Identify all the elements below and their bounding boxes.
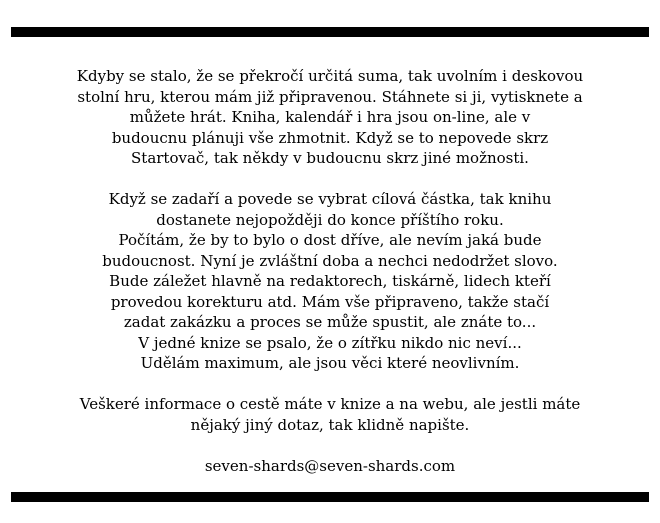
text-line: Kdyby se stalo, že se překročí určitá suma, tak uvolním i deskovou [76, 67, 584, 85]
paragraph-board-game [30, 66, 630, 169]
text-line: zadat zakázku a proces se může spustit, ale znáte to... [123, 313, 537, 331]
bottom-border-rule [11, 492, 649, 502]
text-line: Počítám, že by to bylo o dost dříve, ale nevím jaká bude [118, 231, 542, 249]
text-line: dostanete nejopožději do konce příštího roku. [156, 210, 504, 229]
text-line: nějaký jiný dotaz, tak klidně napište. [190, 415, 470, 434]
top-border-rule [11, 27, 649, 37]
text-line: provedou korekturu atd. Mám vše připraveno, takže stačí [110, 292, 550, 311]
text-line: můžete hrát. Kniha, kalendář i hra jsou on-line, ale v [129, 108, 531, 126]
text-line: Veškeré informace o cestě máte v knize a na webu, ale jestli máte [79, 395, 581, 413]
text-line: budoucnost. Nyní je zvláštní doba a nechci nedodržet slovo. [102, 251, 558, 270]
text-line: Bude záležet hlavně na redaktorech, tiskárně, lidech kteří [109, 272, 551, 290]
text-line: Když se zadaří a povede se vybrat cílová částka, tak knihu [108, 190, 552, 208]
text-line: Startovač, tak někdy v budoucnu skrz jiné možnosti. [131, 149, 529, 167]
text-line: stolní hru, kterou mám již připravenou. Stáhnete si ji, vytisknete a [77, 87, 583, 106]
text-line: Udělám maximum, ale jsou věci které neovlivním. [140, 354, 520, 372]
text-line: V jedné knize se psalo, že o zítřku nikdo nic neví... [138, 333, 522, 352]
paragraph-delivery [30, 189, 630, 374]
text-line: budoucnu plánuji vše zhmotnit. Když se to nepovede skrz [111, 128, 549, 147]
email-address: seven-shards@seven-shards.com [204, 456, 456, 475]
paragraph-email [30, 456, 630, 477]
paragraph-contact-info [30, 394, 630, 435]
text-body [30, 66, 630, 497]
